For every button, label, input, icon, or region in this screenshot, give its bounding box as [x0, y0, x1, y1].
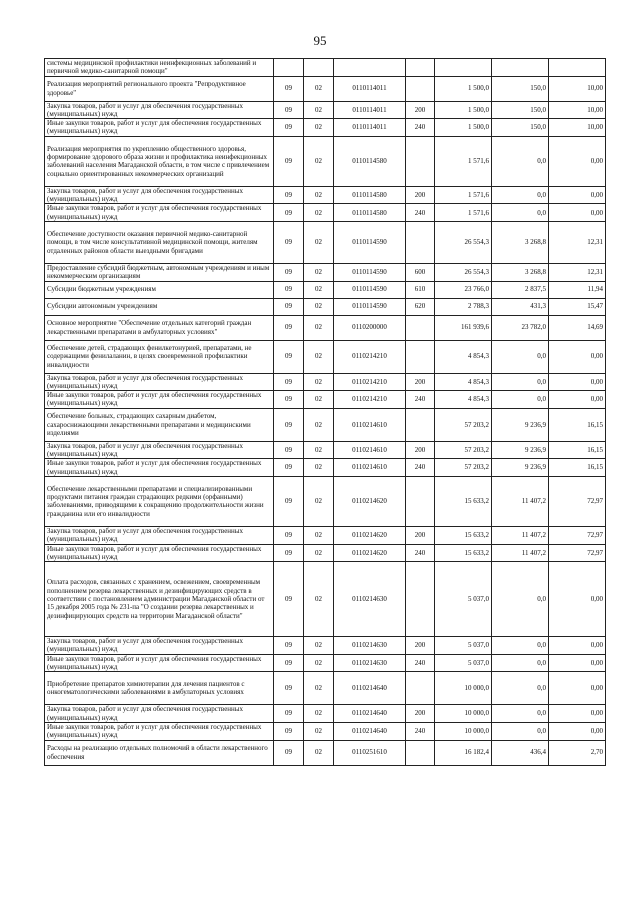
section-cell: 09 [274, 408, 304, 441]
row-name-cell: Закупка товаров, работ и услуг для обеспечения государственных (муниципальных) нужд [45, 526, 274, 544]
expense-type-cell [406, 76, 435, 101]
subsection-cell: 02 [304, 221, 334, 263]
row-name-cell: Реализация мероприятий регионального проекта "Репродуктивное здоровье" [45, 76, 274, 101]
table-row [45, 476, 606, 526]
table-row [45, 544, 606, 562]
actual-amount-cell: 3 268,8 [492, 263, 549, 281]
subsection-cell: 02 [304, 562, 334, 637]
percent-cell: 10,00 [549, 101, 606, 119]
percent-cell: 0,00 [549, 562, 606, 637]
target-article-cell: 0110114580 [334, 204, 406, 222]
actual-amount-cell: 436,4 [492, 740, 549, 765]
section-cell: 09 [274, 722, 304, 740]
plan-amount-cell: 1 500,0 [435, 76, 492, 101]
expense-type-cell [406, 340, 435, 373]
table-row [45, 637, 606, 655]
target-article-cell: 0110214630 [334, 637, 406, 655]
expense-type-cell: 240 [406, 391, 435, 409]
target-article-cell: 0110214610 [334, 459, 406, 477]
percent-cell: 0,00 [549, 136, 606, 186]
plan-amount-cell: 57 203,2 [435, 459, 492, 477]
row-name-cell: Обеспечение лекарственными препаратами и специализированными продуктами питания граждан страдающих редкими (орфанными) заболеваниями, приводящими к сокращению продолжительности жизни гражданина или его инвалидности [45, 476, 274, 526]
row-name-cell: Иные закупки товаров, работ и услуг для обеспечения государственных (муниципальных) нужд [45, 391, 274, 409]
table-row [45, 705, 606, 723]
target-article-cell: 0110114011 [334, 76, 406, 101]
plan-amount-cell: 1 500,0 [435, 119, 492, 137]
row-name-cell: Обеспечение больных, страдающих сахарным диабетом, сахароснижающими лекарственными препаратами и медицинскими изделиями [45, 408, 274, 441]
target-article-cell: 0110214620 [334, 544, 406, 562]
table-row [45, 186, 606, 204]
section-cell: 09 [274, 119, 304, 137]
row-name-cell: Иные закупки товаров, работ и услуг для обеспечения государственных (муниципальных) нужд [45, 544, 274, 562]
expense-type-cell: 240 [406, 722, 435, 740]
actual-amount-cell: 0,0 [492, 373, 549, 391]
plan-amount-cell: 10 000,0 [435, 672, 492, 705]
expense-type-cell [406, 136, 435, 186]
row-name-cell: Закупка товаров, работ и услуг для обеспечения государственных (муниципальных) нужд [45, 705, 274, 723]
table-row [45, 59, 606, 77]
section-cell: 09 [274, 459, 304, 477]
subsection-cell: 02 [304, 672, 334, 705]
row-name-cell: Иные закупки товаров, работ и услуг для обеспечения государственных (муниципальных) нужд [45, 654, 274, 672]
target-article-cell: 0110251610 [334, 740, 406, 765]
subsection-cell [304, 59, 334, 77]
percent-cell: 72,97 [549, 476, 606, 526]
plan-amount-cell: 1 500,0 [435, 101, 492, 119]
actual-amount-cell: 0,0 [492, 204, 549, 222]
actual-amount-cell: 11 407,2 [492, 526, 549, 544]
subsection-cell: 02 [304, 408, 334, 441]
actual-amount-cell: 0,0 [492, 136, 549, 186]
subsection-cell: 02 [304, 119, 334, 137]
row-name-cell: Иные закупки товаров, работ и услуг для обеспечения государственных (муниципальных) нужд [45, 119, 274, 137]
section-cell: 09 [274, 136, 304, 186]
actual-amount-cell: 9 236,9 [492, 408, 549, 441]
section-cell: 09 [274, 76, 304, 101]
target-article-cell: 0110214210 [334, 340, 406, 373]
percent-cell: 16,15 [549, 408, 606, 441]
row-name-cell: Субсидии автономным учреждениям [45, 298, 274, 315]
table-body [45, 59, 606, 766]
plan-amount-cell: 23 766,0 [435, 281, 492, 298]
actual-amount-cell: 0,0 [492, 705, 549, 723]
expense-type-cell: 610 [406, 281, 435, 298]
plan-amount-cell: 1 571,6 [435, 186, 492, 204]
actual-amount-cell: 0,0 [492, 340, 549, 373]
actual-amount-cell [492, 59, 549, 77]
row-name-cell: Приобретение препаратов химиотерапии для лечения пациентов с онкогематологическими заболеваниями в амбулаторных условиях [45, 672, 274, 705]
percent-cell: 0,00 [549, 186, 606, 204]
table-row [45, 459, 606, 477]
row-name-cell: Закупка товаров, работ и услуг для обеспечения государственных (муниципальных) нужд [45, 441, 274, 459]
target-article-cell: 0110114580 [334, 136, 406, 186]
table-row [45, 740, 606, 765]
table-row [45, 654, 606, 672]
table-row [45, 562, 606, 637]
actual-amount-cell: 9 236,9 [492, 459, 549, 477]
row-name-cell: Оплата расходов, связанных с хранением, освежением, своевременным пополнением резерва лекарственных и дезинфицирующих средств в соответствии с постановлением администрации Магаданской области от 15 декабря 2005 года № 231-па "О создании резерва лекарственных и дезинфицирующих средств на территории Магаданской области" [45, 562, 274, 637]
actual-amount-cell: 150,0 [492, 76, 549, 101]
section-cell: 09 [274, 637, 304, 655]
plan-amount-cell: 5 037,0 [435, 637, 492, 655]
percent-cell: 0,00 [549, 654, 606, 672]
actual-amount-cell: 11 407,2 [492, 476, 549, 526]
section-cell: 09 [274, 562, 304, 637]
percent-cell: 16,15 [549, 441, 606, 459]
budget-table [44, 58, 606, 766]
expense-type-cell [406, 562, 435, 637]
row-name-cell: Иные закупки товаров, работ и услуг для обеспечения государственных (муниципальных) нужд [45, 722, 274, 740]
actual-amount-cell: 0,0 [492, 186, 549, 204]
target-article-cell [334, 59, 406, 77]
plan-amount-cell: 10 000,0 [435, 722, 492, 740]
plan-amount-cell: 1 571,6 [435, 204, 492, 222]
actual-amount-cell: 0,0 [492, 637, 549, 655]
target-article-cell: 0110214640 [334, 722, 406, 740]
table-row [45, 101, 606, 119]
section-cell: 09 [274, 298, 304, 315]
expense-type-cell: 240 [406, 119, 435, 137]
section-cell: 09 [274, 221, 304, 263]
plan-amount-cell: 26 554,3 [435, 221, 492, 263]
subsection-cell: 02 [304, 136, 334, 186]
target-article-cell: 0110214610 [334, 441, 406, 459]
subsection-cell: 02 [304, 315, 334, 340]
row-name-cell: Обеспечение детей, страдающих фенилкетонурией, препаратами, не содержащими фенилаланин, в целях своевременной профилактики инвалидности [45, 340, 274, 373]
expense-type-cell: 200 [406, 101, 435, 119]
target-article-cell: 0110114011 [334, 101, 406, 119]
subsection-cell: 02 [304, 373, 334, 391]
table-row [45, 204, 606, 222]
subsection-cell: 02 [304, 76, 334, 101]
percent-cell: 11,94 [549, 281, 606, 298]
table-row [45, 526, 606, 544]
section-cell: 09 [274, 263, 304, 281]
actual-amount-cell: 0,0 [492, 391, 549, 409]
actual-amount-cell: 150,0 [492, 119, 549, 137]
target-article-cell: 0110114580 [334, 186, 406, 204]
target-article-cell: 0110214630 [334, 562, 406, 637]
section-cell: 09 [274, 654, 304, 672]
actual-amount-cell: 150,0 [492, 101, 549, 119]
expense-type-cell: 200 [406, 637, 435, 655]
plan-amount-cell: 15 633,2 [435, 526, 492, 544]
plan-amount-cell: 2 788,3 [435, 298, 492, 315]
actual-amount-cell: 0,0 [492, 562, 549, 637]
expense-type-cell [406, 59, 435, 77]
expense-type-cell: 200 [406, 441, 435, 459]
subsection-cell: 02 [304, 281, 334, 298]
expense-type-cell: 240 [406, 654, 435, 672]
subsection-cell: 02 [304, 654, 334, 672]
table-row [45, 672, 606, 705]
row-name-cell: Предоставление субсидий бюджетным, автономным учреждениям и иным некоммерческим организациям [45, 263, 274, 281]
row-name-cell: Иные закупки товаров, работ и услуг для обеспечения государственных (муниципальных) нужд [45, 204, 274, 222]
subsection-cell: 02 [304, 101, 334, 119]
plan-amount-cell: 26 554,3 [435, 263, 492, 281]
expense-type-cell: 200 [406, 186, 435, 204]
subsection-cell: 02 [304, 186, 334, 204]
actual-amount-cell: 11 407,2 [492, 544, 549, 562]
expense-type-cell: 240 [406, 204, 435, 222]
subsection-cell: 02 [304, 740, 334, 765]
plan-amount-cell: 4 854,3 [435, 391, 492, 409]
expense-type-cell: 620 [406, 298, 435, 315]
plan-amount-cell: 4 854,3 [435, 340, 492, 373]
subsection-cell: 02 [304, 391, 334, 409]
row-name-cell: Закупка товаров, работ и услуг для обеспечения государственных (муниципальных) нужд [45, 373, 274, 391]
target-article-cell: 0110214620 [334, 476, 406, 526]
percent-cell: 0,00 [549, 705, 606, 723]
plan-amount-cell: 57 203,2 [435, 408, 492, 441]
section-cell: 09 [274, 281, 304, 298]
subsection-cell: 02 [304, 637, 334, 655]
plan-amount-cell: 10 000,0 [435, 705, 492, 723]
plan-amount-cell: 161 939,6 [435, 315, 492, 340]
table-row [45, 315, 606, 340]
section-cell: 09 [274, 315, 304, 340]
target-article-cell: 0110214620 [334, 526, 406, 544]
actual-amount-cell: 2 837,5 [492, 281, 549, 298]
subsection-cell: 02 [304, 705, 334, 723]
target-article-cell: 0110214640 [334, 672, 406, 705]
table-row [45, 373, 606, 391]
target-article-cell: 0110214610 [334, 408, 406, 441]
section-cell: 09 [274, 740, 304, 765]
percent-cell: 0,00 [549, 672, 606, 705]
target-article-cell: 0110214630 [334, 654, 406, 672]
row-name-cell: Основное мероприятие "Обеспечение отдельных категорий граждан лекарственными препаратами в амбулаторных условиях" [45, 315, 274, 340]
expense-type-cell: 240 [406, 459, 435, 477]
table-row [45, 263, 606, 281]
subsection-cell: 02 [304, 459, 334, 477]
plan-amount-cell: 1 571,6 [435, 136, 492, 186]
section-cell: 09 [274, 391, 304, 409]
plan-amount-cell: 4 854,3 [435, 373, 492, 391]
percent-cell: 0,00 [549, 722, 606, 740]
percent-cell: 0,00 [549, 637, 606, 655]
table-row [45, 722, 606, 740]
target-article-cell: 0110200000 [334, 315, 406, 340]
percent-cell [549, 59, 606, 77]
row-name-cell: Расходы на реализацию отдельных полномочий в области лекарственного обеспечения [45, 740, 274, 765]
plan-amount-cell: 5 037,0 [435, 654, 492, 672]
plan-amount-cell: 15 633,2 [435, 476, 492, 526]
table-row [45, 408, 606, 441]
target-article-cell: 0110114590 [334, 263, 406, 281]
row-name-cell: Обеспечение доступности оказания первичной медико-санитарной помощи, в том числе консультативной медицинской помощи, жителям отдаленных районов области выездными бригадами [45, 221, 274, 263]
expense-type-cell [406, 476, 435, 526]
section-cell: 09 [274, 441, 304, 459]
plan-amount-cell: 5 037,0 [435, 562, 492, 637]
subsection-cell: 02 [304, 340, 334, 373]
target-article-cell: 0110214210 [334, 391, 406, 409]
percent-cell: 10,00 [549, 119, 606, 137]
percent-cell: 0,00 [549, 204, 606, 222]
percent-cell: 0,00 [549, 391, 606, 409]
section-cell: 09 [274, 544, 304, 562]
section-cell: 09 [274, 340, 304, 373]
section-cell: 09 [274, 186, 304, 204]
subsection-cell: 02 [304, 263, 334, 281]
table-row [45, 76, 606, 101]
plan-amount-cell: 16 182,4 [435, 740, 492, 765]
expense-type-cell [406, 315, 435, 340]
row-name-cell: Закупка товаров, работ и услуг для обеспечения государственных (муниципальных) нужд [45, 186, 274, 204]
table-row [45, 298, 606, 315]
percent-cell: 14,69 [549, 315, 606, 340]
expense-type-cell: 200 [406, 705, 435, 723]
actual-amount-cell: 0,0 [492, 672, 549, 705]
percent-cell: 72,97 [549, 526, 606, 544]
actual-amount-cell: 23 782,0 [492, 315, 549, 340]
target-article-cell: 0110214210 [334, 373, 406, 391]
subsection-cell: 02 [304, 441, 334, 459]
plan-amount-cell: 57 203,2 [435, 441, 492, 459]
section-cell: 09 [274, 373, 304, 391]
table-row [45, 391, 606, 409]
subsection-cell: 02 [304, 544, 334, 562]
subsection-cell: 02 [304, 722, 334, 740]
target-article-cell: 0110114590 [334, 298, 406, 315]
actual-amount-cell: 9 236,9 [492, 441, 549, 459]
percent-cell: 12,31 [549, 221, 606, 263]
percent-cell: 15,47 [549, 298, 606, 315]
row-name-cell: Реализация мероприятия по укреплению общественного здоровья, формирование здорового образа жизни и профилактика неинфекционных заболеваний населения Магаданской области, в том числе с привлечением социально ориентированных некоммерческих организаций [45, 136, 274, 186]
subsection-cell: 02 [304, 526, 334, 544]
subsection-cell: 02 [304, 298, 334, 315]
table-row [45, 119, 606, 137]
table-row [45, 281, 606, 298]
row-name-cell: Закупка товаров, работ и услуг для обеспечения государственных (муниципальных) нужд [45, 101, 274, 119]
section-cell: 09 [274, 526, 304, 544]
table-row [45, 221, 606, 263]
row-name-cell: Субсидии бюджетным учреждениям [45, 281, 274, 298]
plan-amount-cell: 15 633,2 [435, 544, 492, 562]
table-row [45, 340, 606, 373]
percent-cell: 10,00 [549, 76, 606, 101]
target-article-cell: 0110114011 [334, 119, 406, 137]
page-number: 95 [313, 33, 327, 48]
section-cell [274, 59, 304, 77]
row-name-cell: системы медицинской профилактики неинфекционных заболеваний и первичной медико-санитарной помощи" [45, 59, 274, 77]
actual-amount-cell: 0,0 [492, 654, 549, 672]
subsection-cell: 02 [304, 476, 334, 526]
expense-type-cell [406, 672, 435, 705]
plan-amount-cell [435, 59, 492, 77]
expense-type-cell [406, 740, 435, 765]
target-article-cell: 0110114590 [334, 281, 406, 298]
section-cell: 09 [274, 705, 304, 723]
percent-cell: 0,00 [549, 340, 606, 373]
table-row [45, 441, 606, 459]
subsection-cell: 02 [304, 204, 334, 222]
row-name-cell: Иные закупки товаров, работ и услуг для обеспечения государственных (муниципальных) нужд [45, 459, 274, 477]
expense-type-cell: 200 [406, 373, 435, 391]
actual-amount-cell: 0,0 [492, 722, 549, 740]
expense-type-cell [406, 408, 435, 441]
target-article-cell: 0110114590 [334, 221, 406, 263]
section-cell: 09 [274, 476, 304, 526]
row-name-cell: Закупка товаров, работ и услуг для обеспечения государственных (муниципальных) нужд [45, 637, 274, 655]
percent-cell: 12,31 [549, 263, 606, 281]
table-row [45, 136, 606, 186]
expense-type-cell: 200 [406, 526, 435, 544]
section-cell: 09 [274, 672, 304, 705]
expense-type-cell: 600 [406, 263, 435, 281]
expense-type-cell: 240 [406, 544, 435, 562]
percent-cell: 16,15 [549, 459, 606, 477]
actual-amount-cell: 431,3 [492, 298, 549, 315]
expense-type-cell [406, 221, 435, 263]
actual-amount-cell: 3 268,8 [492, 221, 549, 263]
percent-cell: 2,70 [549, 740, 606, 765]
section-cell: 09 [274, 101, 304, 119]
percent-cell: 0,00 [549, 373, 606, 391]
section-cell: 09 [274, 204, 304, 222]
percent-cell: 72,97 [549, 544, 606, 562]
target-article-cell: 0110214640 [334, 705, 406, 723]
